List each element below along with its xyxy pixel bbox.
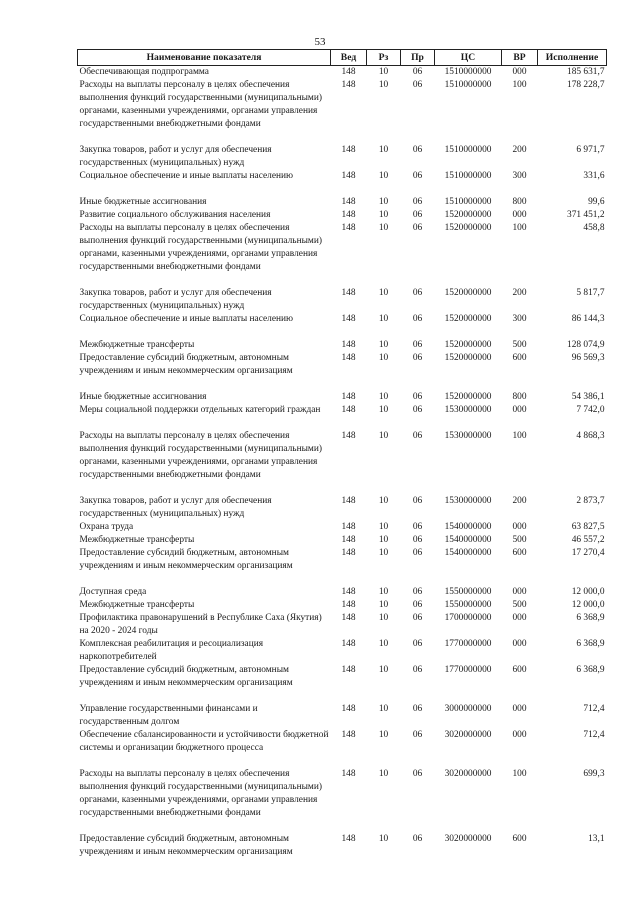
row-cs: 1540000000 xyxy=(444,548,492,558)
row-cs: 3020000000 xyxy=(444,834,492,844)
row-sum: 12 000,0 xyxy=(571,600,605,610)
row-name: Охрана труда xyxy=(79,522,134,532)
row-cs: 1540000000 xyxy=(444,535,492,545)
row-cs: 1510000000 xyxy=(444,67,492,77)
row-pr: 06 xyxy=(412,665,423,675)
header-name: Наименование показателя xyxy=(78,50,331,66)
row-pr: 06 xyxy=(412,145,423,155)
row-pr: 06 xyxy=(412,613,423,623)
row-sum: 712,4 xyxy=(583,704,605,714)
row-vr: 100 xyxy=(512,769,527,779)
row-pr: 06 xyxy=(412,548,423,558)
row-pr: 06 xyxy=(412,704,423,714)
row-pr: 06 xyxy=(412,197,423,207)
row-sum: 17 270,4 xyxy=(571,548,605,558)
row-ved: 148 xyxy=(341,340,356,350)
table-row xyxy=(78,144,607,170)
row-name: Межбюджетные трансферты xyxy=(79,535,195,545)
row-rz: 10 xyxy=(378,145,389,155)
row-ved: 148 xyxy=(341,730,356,740)
row-name: Закупка товаров, работ и услуг для обеспечения государственных (муниципальных) нужд xyxy=(79,496,272,519)
row-name: Закупка товаров, работ и услуг для обеспечения государственных (муниципальных) нужд xyxy=(79,145,272,168)
header-vr: ВР xyxy=(502,50,538,66)
row-cs: 3020000000 xyxy=(444,769,492,779)
row-sum: 54 386,1 xyxy=(571,392,605,402)
row-name: Предоставление субсидий бюджетным, автономным учреждениям и иным некоммерческим организациям xyxy=(79,548,293,571)
row-sum: 5 817,7 xyxy=(576,288,605,298)
table-row xyxy=(78,209,607,222)
table-row xyxy=(78,222,607,287)
row-cs: 3000000000 xyxy=(444,704,492,714)
row-vr: 200 xyxy=(512,145,527,155)
row-vr: 000 xyxy=(512,613,527,623)
row-vr: 800 xyxy=(512,197,527,207)
row-ved: 148 xyxy=(341,171,356,181)
row-sum: 7 742,0 xyxy=(576,405,605,415)
table-row xyxy=(78,547,607,586)
row-cs: 3020000000 xyxy=(444,730,492,740)
row-rz: 10 xyxy=(378,613,389,623)
row-name: Расходы на выплаты персоналу в целях обеспечения выполнения функций государственными (муниципальными) органами, казенными учреждениями, органами управления государственными внебюджетными фондами xyxy=(79,431,322,480)
table-row xyxy=(78,664,607,703)
table-row xyxy=(78,352,607,391)
header-ved: Вед xyxy=(331,50,367,66)
row-ved: 148 xyxy=(341,600,356,610)
row-ved: 148 xyxy=(341,834,356,844)
row-pr: 06 xyxy=(412,587,423,597)
row-vr: 000 xyxy=(512,704,527,714)
row-sum: 2 873,7 xyxy=(576,496,605,506)
row-sum: 96 569,3 xyxy=(571,353,605,363)
row-sum: 712,4 xyxy=(583,730,605,740)
row-ved: 148 xyxy=(341,548,356,558)
row-name: Межбюджетные трансферты xyxy=(79,600,195,610)
row-rz: 10 xyxy=(378,704,389,714)
row-cs: 1520000000 xyxy=(444,288,492,298)
row-name: Расходы на выплаты персоналу в целях обеспечения выполнения функций государственными (муниципальными) органами, казенными учреждениями, органами управления государственными внебюджетными фондами xyxy=(79,80,322,129)
page-number: 53 xyxy=(314,36,326,48)
row-sum: 699,3 xyxy=(583,769,605,779)
row-name: Меры социальной поддержки отдельных категорий граждан xyxy=(79,405,321,415)
row-sum: 458,8 xyxy=(583,223,605,233)
row-vr: 500 xyxy=(512,535,527,545)
row-ved: 148 xyxy=(341,67,356,77)
row-pr: 06 xyxy=(412,340,423,350)
row-ved: 148 xyxy=(341,145,356,155)
row-vr: 300 xyxy=(512,171,527,181)
row-rz: 10 xyxy=(378,431,389,441)
row-vr: 600 xyxy=(512,665,527,675)
row-cs: 1700000000 xyxy=(444,613,492,623)
row-cs: 1510000000 xyxy=(444,80,492,90)
row-cs: 1530000000 xyxy=(444,405,492,415)
row-ved: 148 xyxy=(341,197,356,207)
row-pr: 06 xyxy=(412,769,423,779)
row-vr: 500 xyxy=(512,600,527,610)
row-pr: 06 xyxy=(412,171,423,181)
row-name: Предоставление субсидий бюджетным, автономным учреждениям и иным некоммерческим организациям xyxy=(79,665,293,688)
row-cs: 1770000000 xyxy=(444,665,492,675)
row-vr: 000 xyxy=(512,639,527,649)
row-pr: 06 xyxy=(412,80,423,90)
row-vr: 600 xyxy=(512,834,527,844)
row-vr: 600 xyxy=(512,548,527,558)
row-cs: 1510000000 xyxy=(444,171,492,181)
row-cs: 1520000000 xyxy=(444,210,492,220)
row-pr: 06 xyxy=(412,639,423,649)
row-name: Социальное обеспечение и иные выплаты населению xyxy=(79,171,294,181)
table-row xyxy=(78,586,607,599)
row-ved: 148 xyxy=(341,223,356,233)
row-ved: 148 xyxy=(341,535,356,545)
row-cs: 1510000000 xyxy=(444,145,492,155)
row-rz: 10 xyxy=(378,314,389,324)
row-name: Расходы на выплаты персоналу в целях обеспечения выполнения функций государственными (муниципальными) органами, казенными учреждениями, органами управления государственными внебюджетными фондами xyxy=(79,769,322,818)
row-name: Социальное обеспечение и иные выплаты населению xyxy=(79,314,294,324)
row-name: Предоставление субсидий бюджетным, автономным учреждениям и иным некоммерческим организациям xyxy=(79,834,293,857)
budget-table xyxy=(77,49,607,859)
row-vr: 500 xyxy=(512,340,527,350)
row-pr: 06 xyxy=(412,834,423,844)
row-name: Иные бюджетные ассигнования xyxy=(79,197,207,207)
row-cs: 1520000000 xyxy=(444,223,492,233)
row-name: Управление государственными финансами и государственным долгом xyxy=(79,704,258,727)
row-sum: 86 144,3 xyxy=(571,314,605,324)
row-sum: 6 368,9 xyxy=(576,665,605,675)
table-row xyxy=(78,521,607,534)
table-row xyxy=(78,196,607,209)
row-pr: 06 xyxy=(412,288,423,298)
row-name: Иные бюджетные ассигнования xyxy=(79,392,207,402)
row-rz: 10 xyxy=(378,392,389,402)
table-row xyxy=(78,534,607,547)
row-sum: 371 451,2 xyxy=(567,210,605,220)
row-rz: 10 xyxy=(378,522,389,532)
row-cs: 1520000000 xyxy=(444,314,492,324)
row-rz: 10 xyxy=(378,223,389,233)
row-sum: 178 228,7 xyxy=(567,80,605,90)
row-rz: 10 xyxy=(378,197,389,207)
row-name: Доступная среда xyxy=(79,587,147,597)
row-name: Закупка товаров, работ и услуг для обеспечения государственных (муниципальных) нужд xyxy=(79,288,272,311)
header-pr: Пр xyxy=(401,50,435,66)
row-sum: 13,1 xyxy=(588,834,605,844)
row-rz: 10 xyxy=(378,67,389,77)
row-sum: 99,6 xyxy=(588,197,605,207)
row-vr: 000 xyxy=(512,405,527,415)
row-ved: 148 xyxy=(341,613,356,623)
row-vr: 000 xyxy=(512,522,527,532)
row-pr: 06 xyxy=(412,223,423,233)
row-sum: 6 971,7 xyxy=(576,145,605,155)
row-cs: 1770000000 xyxy=(444,639,492,649)
row-cs: 1550000000 xyxy=(444,600,492,610)
row-ved: 148 xyxy=(341,392,356,402)
row-rz: 10 xyxy=(378,80,389,90)
row-cs: 1530000000 xyxy=(444,496,492,506)
row-rz: 10 xyxy=(378,665,389,675)
row-ved: 148 xyxy=(341,704,356,714)
row-rz: 10 xyxy=(378,587,389,597)
row-vr: 600 xyxy=(512,353,527,363)
row-sum: 4 868,3 xyxy=(576,431,605,441)
table-header-row xyxy=(78,50,607,66)
row-pr: 06 xyxy=(412,600,423,610)
row-pr: 06 xyxy=(412,405,423,415)
row-rz: 10 xyxy=(378,171,389,181)
row-rz: 10 xyxy=(378,548,389,558)
row-vr: 200 xyxy=(512,496,527,506)
row-cs: 1540000000 xyxy=(444,522,492,532)
row-name: Обеспечение сбалансированности и устойчивости бюджетной системы и организации бюджетного процесса xyxy=(79,730,329,753)
table-row xyxy=(78,339,607,352)
row-ved: 148 xyxy=(341,587,356,597)
table-row xyxy=(78,599,607,612)
row-ved: 148 xyxy=(341,210,356,220)
row-pr: 06 xyxy=(412,431,423,441)
row-ved: 148 xyxy=(341,665,356,675)
row-vr: 100 xyxy=(512,80,527,90)
table-row xyxy=(78,703,607,729)
row-ved: 148 xyxy=(341,496,356,506)
row-sum: 63 827,5 xyxy=(571,522,605,532)
row-name: Комплексная реабилитация и ресоциализация наркопотребителей xyxy=(79,639,264,662)
table-row xyxy=(78,430,607,495)
row-ved: 148 xyxy=(341,522,356,532)
row-name: Межбюджетные трансферты xyxy=(79,340,195,350)
row-name: Расходы на выплаты персоналу в целях обеспечения выполнения функций государственными (муниципальными) органами, казенными учреждениями, органами управления государственными внебюджетными фондами xyxy=(79,223,322,272)
row-name: Профилактика правонарушений в Республике Саха (Якутия) на 2020 - 2024 годы xyxy=(79,613,322,636)
row-sum: 6 368,9 xyxy=(576,639,605,649)
row-pr: 06 xyxy=(412,67,423,77)
table-row xyxy=(78,287,607,313)
row-rz: 10 xyxy=(378,405,389,415)
row-pr: 06 xyxy=(412,392,423,402)
row-ved: 148 xyxy=(341,353,356,363)
table-row xyxy=(78,833,607,859)
row-name: Предоставление субсидий бюджетным, автономным учреждениям и иным некоммерческим организациям xyxy=(79,353,293,376)
row-rz: 10 xyxy=(378,730,389,740)
row-pr: 06 xyxy=(412,210,423,220)
row-ved: 148 xyxy=(341,639,356,649)
row-sum: 46 557,2 xyxy=(571,535,605,545)
row-rz: 10 xyxy=(378,600,389,610)
table-row xyxy=(78,495,607,521)
row-vr: 100 xyxy=(512,431,527,441)
row-rz: 10 xyxy=(378,288,389,298)
table-row xyxy=(78,391,607,404)
row-rz: 10 xyxy=(378,340,389,350)
row-rz: 10 xyxy=(378,834,389,844)
table-row xyxy=(78,729,607,768)
table-row xyxy=(78,404,607,430)
row-cs: 1510000000 xyxy=(444,197,492,207)
row-rz: 10 xyxy=(378,639,389,649)
row-ved: 148 xyxy=(341,80,356,90)
row-name: Развитие социального обслуживания населения xyxy=(79,210,271,220)
row-pr: 06 xyxy=(412,535,423,545)
row-vr: 300 xyxy=(512,314,527,324)
header-rz: Рз xyxy=(367,50,401,66)
row-sum: 6 368,9 xyxy=(576,613,605,623)
row-cs: 1520000000 xyxy=(444,353,492,363)
table-row xyxy=(78,79,607,144)
row-vr: 000 xyxy=(512,210,527,220)
row-vr: 100 xyxy=(512,223,527,233)
row-pr: 06 xyxy=(412,522,423,532)
row-sum: 185 631,7 xyxy=(567,67,605,77)
row-pr: 06 xyxy=(412,353,423,363)
header-cs: ЦС xyxy=(435,50,502,66)
row-cs: 1520000000 xyxy=(444,340,492,350)
row-sum: 128 074,9 xyxy=(567,340,605,350)
row-ved: 148 xyxy=(341,314,356,324)
table-row xyxy=(78,612,607,638)
row-vr: 200 xyxy=(512,288,527,298)
table-row xyxy=(78,313,607,339)
row-ved: 148 xyxy=(341,405,356,415)
table-row xyxy=(78,768,607,833)
row-vr: 000 xyxy=(512,67,527,77)
row-pr: 06 xyxy=(412,314,423,324)
row-pr: 06 xyxy=(412,496,423,506)
row-ved: 148 xyxy=(341,769,356,779)
row-cs: 1530000000 xyxy=(444,431,492,441)
row-cs: 1520000000 xyxy=(444,392,492,402)
row-ved: 148 xyxy=(341,431,356,441)
row-rz: 10 xyxy=(378,353,389,363)
row-vr: 000 xyxy=(512,730,527,740)
row-rz: 10 xyxy=(378,496,389,506)
row-pr: 06 xyxy=(412,730,423,740)
header-sum: Исполнение xyxy=(538,50,607,66)
row-sum: 12 000,0 xyxy=(571,587,605,597)
table-row xyxy=(78,170,607,196)
row-rz: 10 xyxy=(378,535,389,545)
table-row xyxy=(78,638,607,664)
row-vr: 000 xyxy=(512,587,527,597)
row-name: Обеспечивающая подпрограмма xyxy=(79,67,209,77)
row-rz: 10 xyxy=(378,769,389,779)
table-row xyxy=(78,66,607,80)
row-ved: 148 xyxy=(341,288,356,298)
row-cs: 1550000000 xyxy=(444,587,492,597)
row-vr: 800 xyxy=(512,392,527,402)
row-rz: 10 xyxy=(378,210,389,220)
row-sum: 331,6 xyxy=(583,171,605,181)
